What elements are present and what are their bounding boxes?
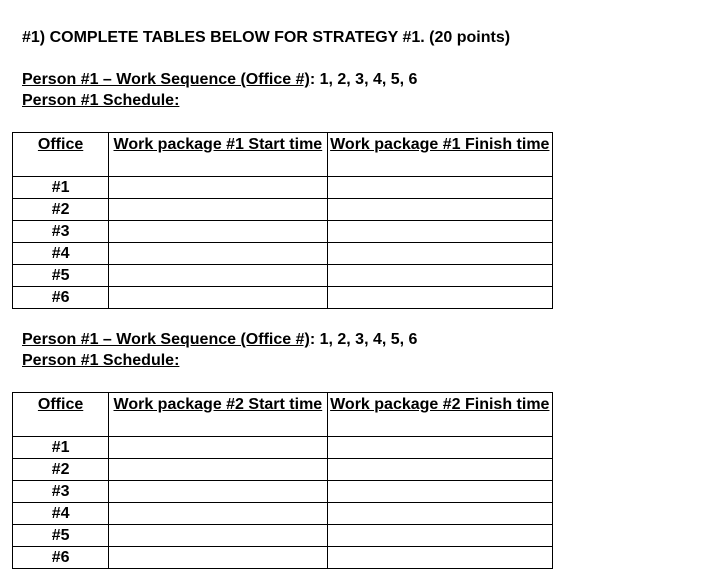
finish-time-cell[interactable]: [327, 547, 552, 569]
table-row: [13, 177, 553, 199]
start-time-cell[interactable]: [109, 437, 327, 459]
start-time-cell[interactable]: [109, 265, 327, 287]
office-column-header: Office: [13, 133, 109, 177]
table-row: [13, 199, 553, 221]
table-row: [13, 547, 553, 569]
table-row: [13, 481, 553, 503]
finish-time-cell[interactable]: [327, 481, 552, 503]
page-heading: #1) COMPLETE TABLES BELOW FOR STRATEGY #1. (20 points): [22, 29, 511, 46]
start-time-cell[interactable]: [109, 525, 327, 547]
finish-time-cell[interactable]: [327, 287, 552, 309]
office-cell: #4: [13, 243, 109, 265]
finish-time-cell[interactable]: [327, 525, 552, 547]
start-time-cell[interactable]: [109, 503, 327, 525]
office-cell: #6: [13, 547, 109, 569]
start-time-column-header: Work package #2 Start time: [109, 393, 327, 437]
finish-time-cell[interactable]: [327, 221, 552, 243]
start-time-cell[interactable]: [109, 547, 327, 569]
office-column-header: Office: [13, 393, 109, 437]
schedule-label-2: Person #1 Schedule:: [22, 352, 180, 369]
start-time-cell[interactable]: [109, 177, 327, 199]
finish-time-cell[interactable]: [327, 437, 552, 459]
office-cell: #2: [13, 459, 109, 481]
finish-time-cell[interactable]: [327, 265, 552, 287]
start-time-cell[interactable]: [109, 459, 327, 481]
finish-time-column-header: Work package #1 Finish time: [327, 133, 552, 177]
finish-time-cell[interactable]: [327, 503, 552, 525]
work-sequence-label: Person #1 – Work Sequence (Office #): [22, 331, 310, 348]
start-time-cell[interactable]: [109, 221, 327, 243]
start-time-cell[interactable]: [109, 199, 327, 221]
work-sequence-values: : 1, 2, 3, 4, 5, 6: [309, 331, 418, 348]
office-cell: #3: [13, 481, 109, 503]
office-cell: #1: [13, 437, 109, 459]
work-sequence-line-2: [22, 330, 417, 350]
start-time-column-header: Work package #1 Start time: [109, 133, 327, 177]
finish-time-cell[interactable]: [327, 459, 552, 481]
start-time-cell[interactable]: [109, 287, 327, 309]
office-cell: #1: [13, 177, 109, 199]
start-time-cell[interactable]: [109, 243, 327, 265]
table-row: [13, 503, 553, 525]
table-row: [13, 221, 553, 243]
office-cell: #6: [13, 287, 109, 309]
table-row: [13, 287, 553, 309]
table-header-row: [13, 393, 553, 437]
work-sequence-label: Person #1 – Work Sequence (Office #): [22, 71, 310, 88]
office-cell: #3: [13, 221, 109, 243]
table-row: [13, 459, 553, 481]
schedule-table-1: [12, 132, 553, 309]
office-cell: #5: [13, 265, 109, 287]
table-header-row: [13, 133, 553, 177]
table-row: [13, 525, 553, 547]
table-row: [13, 243, 553, 265]
start-time-cell[interactable]: [109, 481, 327, 503]
office-cell: #4: [13, 503, 109, 525]
work-sequence-line-1: [22, 70, 417, 90]
finish-time-cell[interactable]: [327, 243, 552, 265]
finish-time-cell[interactable]: [327, 177, 552, 199]
schedule-label-1: Person #1 Schedule:: [22, 92, 180, 109]
table-row: [13, 437, 553, 459]
schedule-table-2: [12, 392, 553, 569]
finish-time-cell[interactable]: [327, 199, 552, 221]
finish-time-column-header: Work package #2 Finish time: [327, 393, 552, 437]
table-row: [13, 265, 553, 287]
work-sequence-values: : 1, 2, 3, 4, 5, 6: [309, 71, 418, 88]
office-cell: #2: [13, 199, 109, 221]
office-cell: #5: [13, 525, 109, 547]
